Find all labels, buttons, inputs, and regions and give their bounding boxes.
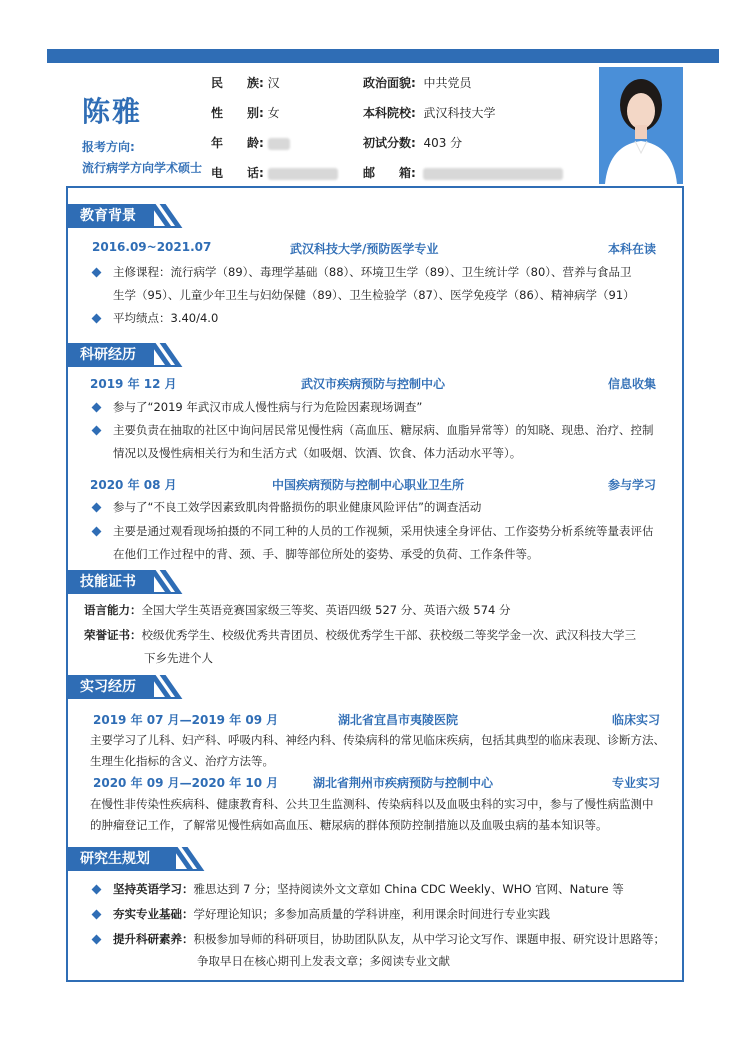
research-2-bullet2-line2: 在他们工作过程中的背、颈、手、脚等部位所处的姿势、承受的负荷、工作条件等。 — [113, 547, 539, 561]
edu-gpa: 平均绩点：3.40/4.0 — [113, 311, 219, 325]
profile-photo — [599, 67, 683, 184]
email-row: 邮 箱: — [363, 164, 563, 181]
research-1-bullet1: 参与了“2019 年武汉市成人慢性病与行为危险因素现场调查” — [113, 400, 423, 414]
skills-honors-line2: 下乡先进个人 — [144, 651, 213, 665]
direction-label: 报考方向: — [82, 140, 135, 154]
research-1-bullet2-line2: 情况以及慢性病相关行为和生活方式（如吸烟、饮酒、饮食、体力活动水平等）。 — [113, 446, 522, 460]
research-2-org: 中国疾病预防与控制中心职业卫生所 — [272, 478, 465, 492]
top-banner-bar — [47, 49, 719, 63]
edu-status: 本科在读 — [608, 242, 657, 256]
research-1-role: 信息收集 — [608, 377, 657, 391]
intern-1-org: 湖北省宜昌市夷陵医院 — [338, 713, 459, 727]
edu-period: 2016.09~2021.07 — [92, 240, 212, 254]
intern-2-org: 湖北省荆州市疾病预防与控制中心 — [313, 776, 494, 790]
intern-1-date: 2019 年 07 月—2019 年 09 月 — [93, 713, 279, 727]
edu-courses-line2: 生学（95）、儿童少年卫生与妇幼保健（89）、卫生检验学（87）、医学免疫学（86）、精神病学（91） — [113, 288, 635, 302]
intern-2-date: 2020 年 09 月—2020 年 10 月 — [93, 776, 279, 790]
research-1-bullet2-line1: 主要负责在抽取的社区中询问居民常见慢性病（高血压、糖尿病、血脂异常等）的知晓、现患、治疗、控制 — [113, 423, 654, 437]
intern-1-line1: 主要学习了儿科、妇产科、呼吸内科、神经内科、传染病科的常见临床疾病，包括其典型的临床表现、诊断方法、 — [90, 733, 665, 747]
ethnicity-row: 民 族: 汉 — [211, 76, 280, 90]
phone-row: 电 话: — [211, 164, 338, 181]
intern-2-line2: 的肿瘤登记工作，了解常见慢性病如高血压、糖尿病的群体预防控制措施以及血吸虫病的基本知识等。 — [90, 818, 608, 832]
gender-row: 性 别: 女 — [211, 106, 280, 120]
research-2-bullet2-line1: 主要是通过观看现场拍摄的不同工种的人员的工作视频，采用快速全身评估、工作姿势分析系统等量表评估 — [113, 524, 654, 538]
research-1-org: 武汉市疾病预防与控制中心 — [301, 377, 446, 391]
research-1-date: 2019 年 12 月 — [90, 377, 177, 391]
skills-language: 语言能力：全国大学生英语竞赛国家级三等奖、英语四级 527 分、英语六级 574 分 — [84, 603, 511, 617]
age-row: 年 龄: — [211, 134, 290, 151]
score-row: 初试分数: 403 分 — [363, 136, 463, 150]
school-row: 本科院校: 武汉科技大学 — [363, 106, 496, 120]
intern-2-line1: 在慢性非传染性疾病科、健康教育科、公共卫生监测科、传染病科以及血吸虫科的实习中，参与了慢性病监测中 — [90, 797, 654, 811]
direction-value: 流行病学方向学术硕士 — [82, 161, 203, 175]
plan-item-research-line2: 争取早日在核心期刊上发表文章；多阅读专业文献 — [197, 954, 450, 968]
portrait-icon — [599, 67, 683, 184]
edu-courses-line1: 主修课程：流行病学（89）、毒理学基础（88）、环境卫生学（89）、卫生统计学（80）、营养与食品卫 — [113, 265, 632, 279]
email-redacted — [423, 168, 563, 180]
age-redacted — [268, 138, 290, 150]
research-2-role: 参与学习 — [608, 478, 657, 492]
skills-honors: 荣誉证书：校级优秀学生、校级优秀共青团员、校级优秀学生干部、获校级二等奖学金一次、武汉科技大学三 — [84, 628, 636, 642]
plan-item-english: 坚持英语学习：雅思达到 7 分；坚持阅读外文文章如 China CDC Weekly、WHO 官网、Nature 等 — [113, 882, 624, 896]
intern-2-role: 专业实习 — [612, 776, 661, 790]
plan-item-foundation: 夯实专业基础：学好理论知识；多参加高质量的学科讲座，利用课余时间进行专业实践 — [113, 907, 550, 921]
edu-school-major: 武汉科技大学/预防医学专业 — [290, 242, 439, 256]
political-row: 政治面貌: 中共党员 — [363, 76, 472, 90]
candidate-name: 陈雅 — [82, 95, 143, 128]
phone-redacted — [268, 168, 338, 180]
intern-1-role: 临床实习 — [612, 713, 661, 727]
research-2-bullet1: 参与了“不良工效学因素致肌肉骨骼损伤的职业健康风险评估”的调查活动 — [113, 500, 482, 514]
intern-1-line2: 生理生化指标的含义、治疗方法等。 — [90, 754, 274, 768]
research-2-date: 2020 年 08 月 — [90, 478, 177, 492]
plan-item-research: 提升科研素养：积极参加导师的科研项目，协助团队队友，从中学习论文写作、课题申报、研究设计思路等； — [113, 932, 665, 946]
